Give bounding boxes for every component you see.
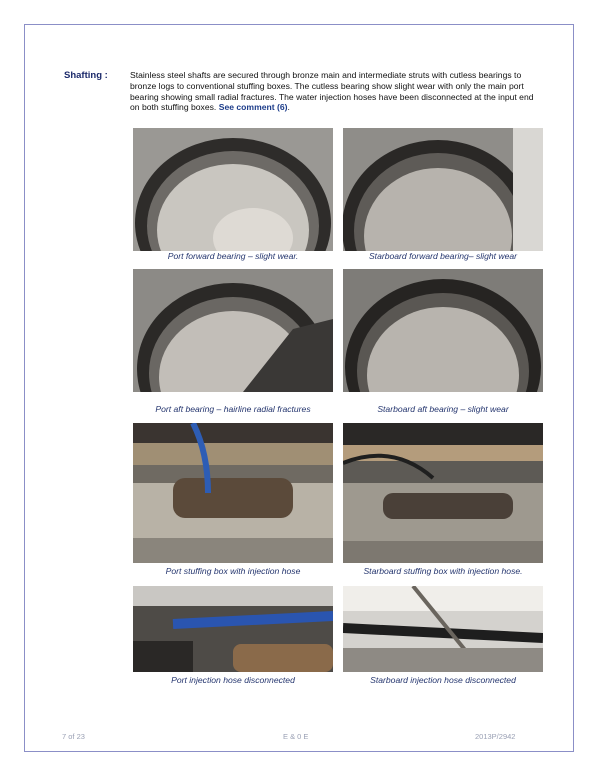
photo-starboard-forward-bearing bbox=[343, 128, 543, 251]
caption-starboard-stuffing-box: Starboard stuffing box with injection hose. bbox=[363, 566, 523, 576]
caption-port-aft-bearing: Port aft bearing – hairline radial fractures bbox=[155, 404, 311, 414]
caption-port-forward-bearing: Port forward bearing – slight wear. bbox=[167, 251, 299, 261]
footer-center-text: E & 0 E bbox=[283, 732, 309, 741]
caption-starboard-injection-hose: Starboard injection hose disconnected bbox=[370, 675, 516, 685]
caption-port-stuffing-box: Port stuffing box with injection hose bbox=[165, 566, 301, 576]
caption-starboard-aft-bearing: Starboard aft bearing – slight wear bbox=[377, 404, 509, 414]
photo-starboard-aft-bearing bbox=[343, 269, 543, 392]
footer-reference: 2013P/2942 bbox=[475, 732, 516, 741]
caption-starboard-forward-bearing: Starboard forward bearing– slight wear bbox=[368, 251, 518, 261]
footer-page-number: 7 of 23 bbox=[62, 732, 85, 741]
photo-starboard-stuffing-box bbox=[343, 423, 543, 563]
section-body-end: . bbox=[287, 102, 290, 113]
caption-port-injection-hose: Port injection hose disconnected bbox=[171, 675, 295, 685]
photo-starboard-injection-hose bbox=[343, 586, 543, 672]
section-body: Stainless steel shafts are secured through bronze main and intermediate struts with cutless bearings to bronze logs to conventional stuffing boxes. The cutless bearing show slight wear with only the main port bearing showing small radial fractures. The water injection hoses have been disconnected at the input end on both stuffing boxes. bbox=[130, 70, 534, 113]
section-text bbox=[130, 70, 540, 113]
section-label: Shafting : bbox=[64, 70, 108, 81]
photo-port-aft-bearing bbox=[133, 269, 333, 392]
photo-port-injection-hose bbox=[133, 586, 333, 672]
photo-port-stuffing-box bbox=[133, 423, 333, 563]
photo-port-forward-bearing bbox=[133, 128, 333, 251]
comment-reference-link[interactable]: See comment (6) bbox=[218, 102, 288, 113]
